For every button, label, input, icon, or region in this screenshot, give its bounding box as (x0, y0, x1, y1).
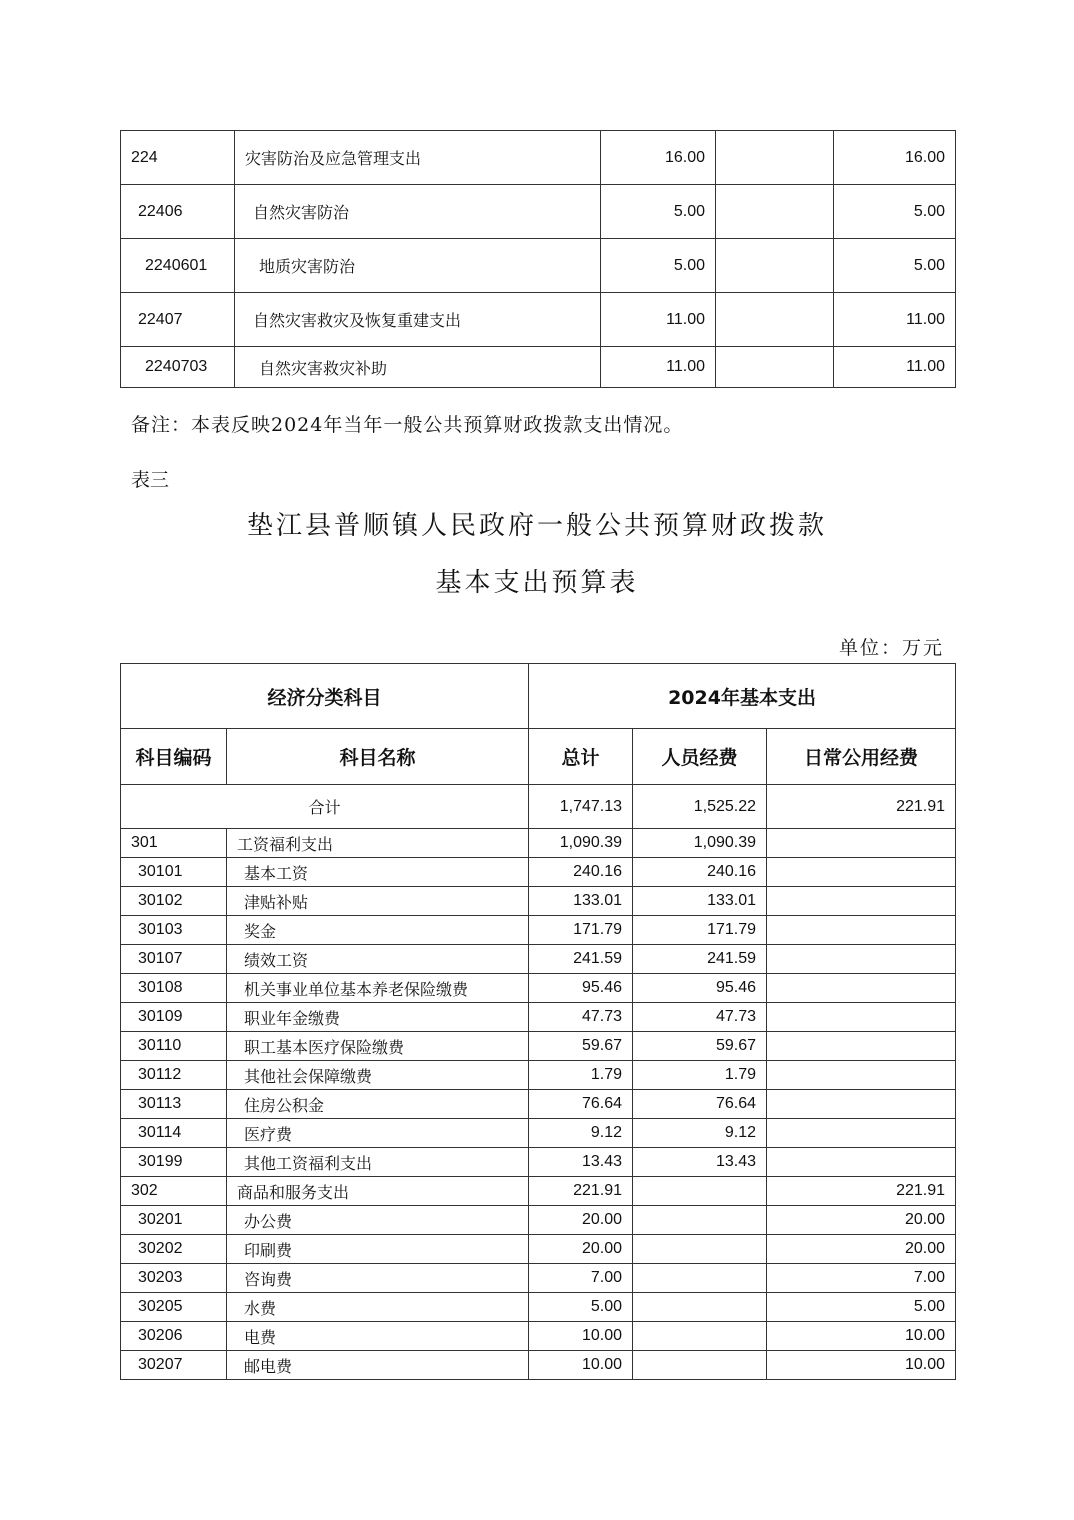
row-name: 工资福利支出 (227, 829, 529, 858)
row-personnel: 13.43 (633, 1148, 767, 1177)
page-subtitle: 基本支出预算表 (435, 568, 639, 598)
row-personnel: 241.59 (633, 945, 767, 974)
table-row (121, 1351, 956, 1380)
row-personnel (633, 1235, 767, 1264)
total-personnel: 1,525.22 (633, 785, 767, 829)
row-total: 59.67 (529, 1032, 633, 1061)
row-personnel (633, 1293, 767, 1322)
row-code: 30206 (121, 1322, 227, 1351)
row-total: 133.01 (529, 887, 633, 916)
row-name: 职工基本医疗保险缴费 (227, 1032, 529, 1061)
page-title: 垫江县普顺镇人民政府一般公共预算财政拨款 (246, 511, 827, 541)
row-public (767, 1119, 956, 1148)
row-code: 30207 (121, 1351, 227, 1380)
header-total: 总计 (529, 729, 633, 785)
row-total: 7.00 (529, 1264, 633, 1293)
row-total: 10.00 (529, 1351, 633, 1380)
row-personnel (633, 1264, 767, 1293)
row-total: 5.00 (529, 1293, 633, 1322)
table-row (121, 1148, 956, 1177)
row-total: 47.73 (529, 1003, 633, 1032)
total-public: 221.91 (767, 785, 956, 829)
row-amount-2 (716, 185, 834, 239)
row-code: 30201 (121, 1206, 227, 1235)
row-name: 自然灾害防治 (235, 185, 601, 239)
table-row (121, 185, 956, 239)
row-amount-3: 5.00 (834, 239, 956, 293)
row-code: 2240601 (121, 239, 235, 293)
table-row (121, 1235, 956, 1264)
row-code: 30101 (121, 858, 227, 887)
row-code: 30102 (121, 887, 227, 916)
row-name: 地质灾害防治 (235, 239, 601, 293)
row-public: 7.00 (767, 1264, 956, 1293)
row-public (767, 858, 956, 887)
row-total: 95.46 (529, 974, 633, 1003)
row-amount: 5.00 (601, 185, 716, 239)
row-code: 30112 (121, 1061, 227, 1090)
row-name: 商品和服务支出 (227, 1177, 529, 1206)
row-code: 30203 (121, 1264, 227, 1293)
table-row (121, 347, 956, 388)
header-code: 科目编码 (121, 729, 227, 785)
table-row (121, 1090, 956, 1119)
row-public: 221.91 (767, 1177, 956, 1206)
row-total: 13.43 (529, 1148, 633, 1177)
row-amount: 16.00 (601, 131, 716, 185)
row-personnel (633, 1351, 767, 1380)
row-public (767, 1003, 956, 1032)
row-amount: 5.00 (601, 239, 716, 293)
table-row (121, 293, 956, 347)
row-public: 10.00 (767, 1322, 956, 1351)
row-amount-2 (716, 347, 834, 388)
total-label: 合计 (121, 785, 529, 829)
header-econ-class: 经济分类科目 (121, 664, 529, 729)
row-public: 5.00 (767, 1293, 956, 1322)
row-name: 印刷费 (227, 1235, 529, 1264)
row-name: 住房公积金 (227, 1090, 529, 1119)
row-total: 1.79 (529, 1061, 633, 1090)
row-amount: 11.00 (601, 293, 716, 347)
row-public (767, 887, 956, 916)
table-row (121, 1206, 956, 1235)
row-public: 20.00 (767, 1206, 956, 1235)
unit-label: 单位：万元 (838, 637, 944, 659)
row-public (767, 974, 956, 1003)
row-personnel: 95.46 (633, 974, 767, 1003)
row-code: 30199 (121, 1148, 227, 1177)
row-public (767, 829, 956, 858)
row-code: 30107 (121, 945, 227, 974)
row-name: 津贴补贴 (227, 887, 529, 916)
table-row (121, 1119, 956, 1148)
row-name: 职业年金缴费 (227, 1003, 529, 1032)
row-code: 30110 (121, 1032, 227, 1061)
row-public (767, 1032, 956, 1061)
row-amount-3: 5.00 (834, 185, 956, 239)
header-budget-2024: 2024年基本支出 (529, 664, 956, 729)
row-code: 22407 (121, 293, 235, 347)
table-row (121, 131, 956, 185)
row-amount-3: 11.00 (834, 347, 956, 388)
row-name: 办公费 (227, 1206, 529, 1235)
row-personnel: 240.16 (633, 858, 767, 887)
table-row (121, 945, 956, 974)
basic-expenditure-table (120, 663, 956, 1380)
row-code: 22406 (121, 185, 235, 239)
row-name: 电费 (227, 1322, 529, 1351)
table-row (121, 1032, 956, 1061)
total-total: 1,747.13 (529, 785, 633, 829)
row-public (767, 1090, 956, 1119)
row-code: 30114 (121, 1119, 227, 1148)
row-total: 20.00 (529, 1235, 633, 1264)
table-label: 表三 (131, 469, 170, 491)
row-name: 医疗费 (227, 1119, 529, 1148)
row-total: 240.16 (529, 858, 633, 887)
row-code: 30205 (121, 1293, 227, 1322)
row-total: 241.59 (529, 945, 633, 974)
row-amount-2 (716, 239, 834, 293)
table-row (121, 1003, 956, 1032)
row-amount-2 (716, 131, 834, 185)
row-public: 10.00 (767, 1351, 956, 1380)
row-code: 30103 (121, 916, 227, 945)
row-public (767, 1148, 956, 1177)
row-amount-2 (716, 293, 834, 347)
table-row (121, 916, 956, 945)
row-amount-3: 16.00 (834, 131, 956, 185)
row-personnel: 171.79 (633, 916, 767, 945)
row-name: 奖金 (227, 916, 529, 945)
row-personnel: 133.01 (633, 887, 767, 916)
table-row (121, 1264, 956, 1293)
row-personnel: 9.12 (633, 1119, 767, 1148)
row-personnel: 1.79 (633, 1061, 767, 1090)
table-row (121, 1322, 956, 1351)
row-total: 20.00 (529, 1206, 633, 1235)
row-code: 30109 (121, 1003, 227, 1032)
table-row (121, 974, 956, 1003)
row-total: 221.91 (529, 1177, 633, 1206)
row-name: 灾害防治及应急管理支出 (235, 131, 601, 185)
row-name: 机关事业单位基本养老保险缴费 (227, 974, 529, 1003)
row-name: 邮电费 (227, 1351, 529, 1380)
row-code: 302 (121, 1177, 227, 1206)
row-code: 30113 (121, 1090, 227, 1119)
row-total: 10.00 (529, 1322, 633, 1351)
row-public (767, 1061, 956, 1090)
row-code: 30108 (121, 974, 227, 1003)
row-code: 301 (121, 829, 227, 858)
header-personnel: 人员经费 (633, 729, 767, 785)
row-name: 绩效工资 (227, 945, 529, 974)
row-name: 自然灾害救灾及恢复重建支出 (235, 293, 601, 347)
row-name: 其他工资福利支出 (227, 1148, 529, 1177)
table-row (121, 1177, 956, 1206)
table-row (121, 239, 956, 293)
row-name: 咨询费 (227, 1264, 529, 1293)
row-total: 9.12 (529, 1119, 633, 1148)
row-public: 20.00 (767, 1235, 956, 1264)
row-code: 224 (121, 131, 235, 185)
table-row (121, 1293, 956, 1322)
row-code: 30202 (121, 1235, 227, 1264)
disaster-expenditure-table (120, 130, 956, 388)
row-personnel: 47.73 (633, 1003, 767, 1032)
row-personnel (633, 1177, 767, 1206)
row-name: 自然灾害救灾补助 (235, 347, 601, 388)
row-personnel: 59.67 (633, 1032, 767, 1061)
row-name: 水费 (227, 1293, 529, 1322)
table-note: 备注：本表反映2024年当年一般公共预算财政拨款支出情况。 (131, 414, 684, 436)
header-public: 日常公用经费 (767, 729, 956, 785)
table-row (121, 1061, 956, 1090)
row-public (767, 945, 956, 974)
table-row (121, 858, 956, 887)
row-amount: 11.00 (601, 347, 716, 388)
table-row (121, 887, 956, 916)
row-personnel (633, 1206, 767, 1235)
row-total: 76.64 (529, 1090, 633, 1119)
row-code: 2240703 (121, 347, 235, 388)
row-name: 基本工资 (227, 858, 529, 887)
row-total: 1,090.39 (529, 829, 633, 858)
row-total: 171.79 (529, 916, 633, 945)
row-personnel (633, 1322, 767, 1351)
row-personnel: 1,090.39 (633, 829, 767, 858)
row-public (767, 916, 956, 945)
header-name: 科目名称 (227, 729, 529, 785)
table-row (121, 829, 956, 858)
row-amount-3: 11.00 (834, 293, 956, 347)
row-personnel: 76.64 (633, 1090, 767, 1119)
row-name: 其他社会保障缴费 (227, 1061, 529, 1090)
